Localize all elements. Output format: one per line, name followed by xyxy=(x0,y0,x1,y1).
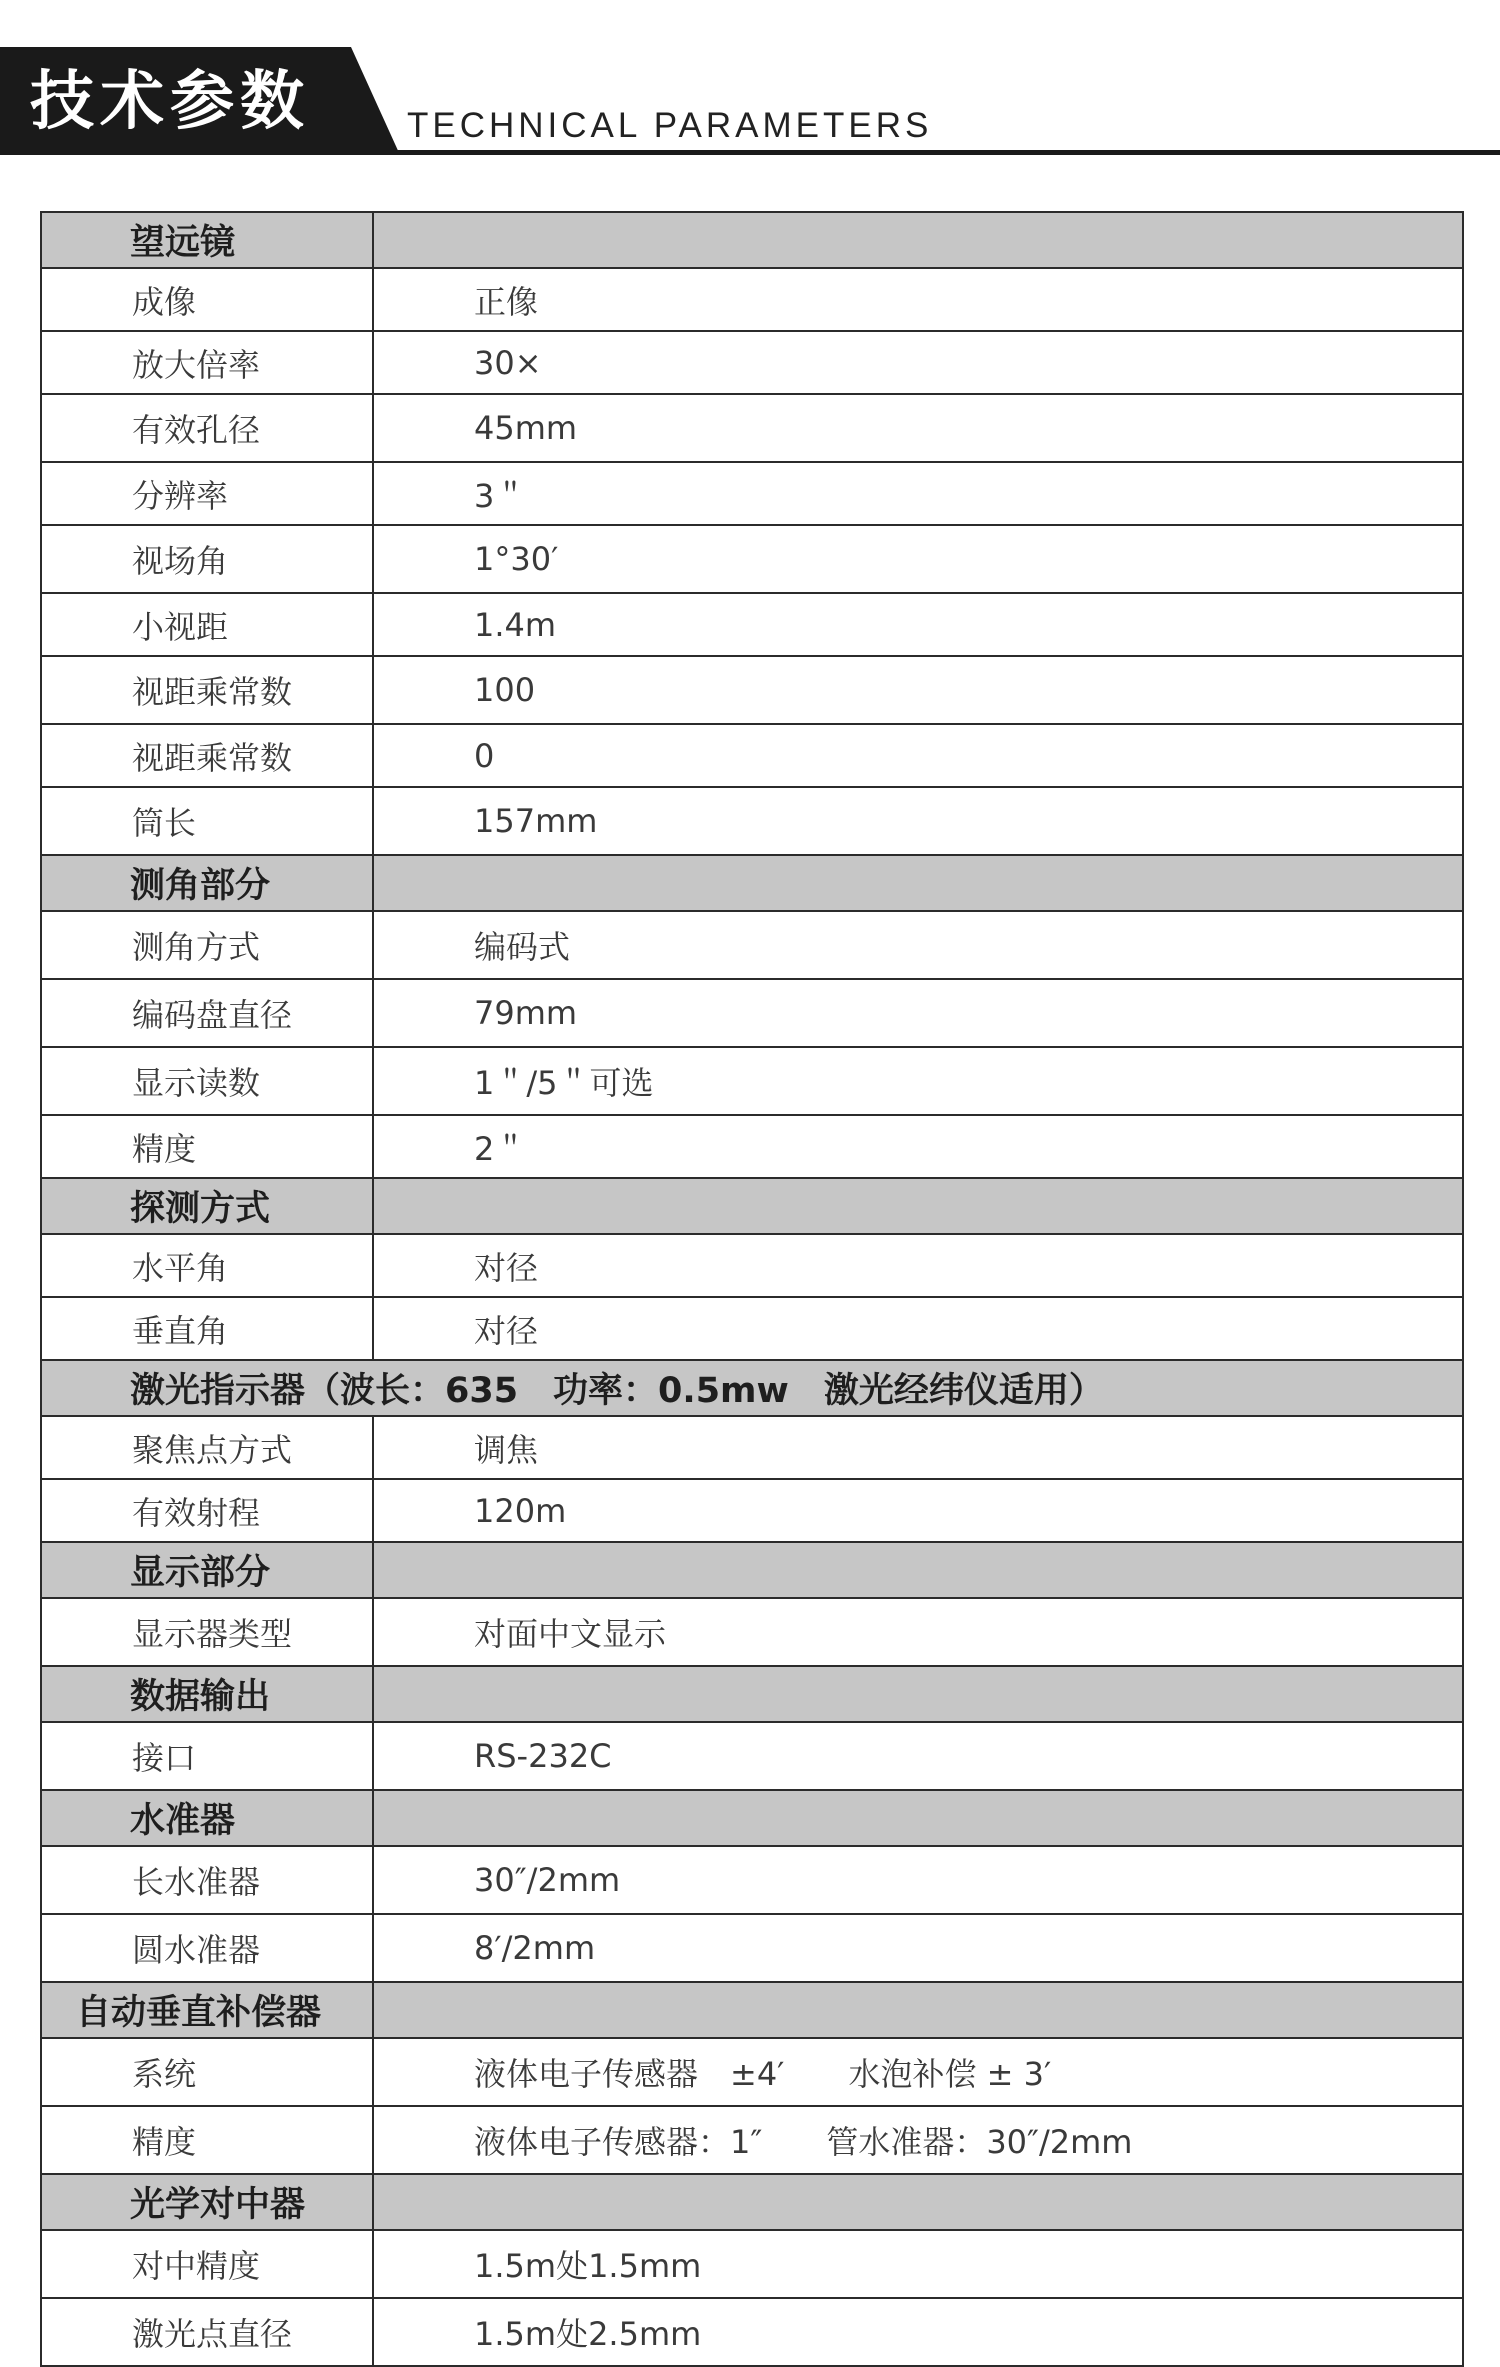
section-title: 探测方式 xyxy=(41,1178,373,1234)
section-blank xyxy=(373,1790,1463,1846)
param-value: 对面中文显示 xyxy=(373,1598,1463,1666)
section-blank xyxy=(373,212,1463,268)
section-header-display xyxy=(41,1542,1463,1598)
page-title: 技术参数 xyxy=(30,65,310,139)
table-row xyxy=(41,979,1463,1047)
parameters-table-body xyxy=(41,212,1463,2366)
table-row xyxy=(41,462,1463,525)
title-divider xyxy=(380,150,1500,155)
table-row xyxy=(41,394,1463,462)
table-row xyxy=(41,1416,1463,1479)
param-value: 对径 xyxy=(373,1297,1463,1360)
param-label: 筒长 xyxy=(41,787,373,855)
section-header-level-vials xyxy=(41,1790,1463,1846)
param-label: 成像 xyxy=(41,268,373,331)
param-label: 有效孔径 xyxy=(41,394,373,462)
section-title: 测角部分 xyxy=(41,855,373,911)
param-value: 1.5m处2.5mm xyxy=(373,2298,1463,2366)
param-label: 接口 xyxy=(41,1722,373,1790)
section-blank xyxy=(373,1178,1463,1234)
param-label: 水平角 xyxy=(41,1234,373,1297)
param-value: 调焦 xyxy=(373,1416,1463,1479)
param-value: 45mm xyxy=(373,394,1463,462)
parameters-table xyxy=(40,211,1464,2367)
table-row xyxy=(41,1914,1463,1982)
param-label: 放大倍率 xyxy=(41,331,373,394)
section-header-detection xyxy=(41,1178,1463,1234)
table-row xyxy=(41,787,1463,855)
param-value: 编码式 xyxy=(373,911,1463,979)
param-label: 视距乘常数 xyxy=(41,656,373,724)
param-value: 液体电子传感器：1″ 管水准器：30″/2mm xyxy=(373,2106,1463,2174)
section-header-compensator xyxy=(41,1982,1463,2038)
section-title: 自动垂直补偿器 xyxy=(41,1982,373,2038)
table-row xyxy=(41,724,1463,787)
table-row xyxy=(41,911,1463,979)
param-label: 激光点直径 xyxy=(41,2298,373,2366)
table-row xyxy=(41,331,1463,394)
section-title: 显示部分 xyxy=(41,1542,373,1598)
param-label: 小视距 xyxy=(41,593,373,656)
param-label: 显示器类型 xyxy=(41,1598,373,1666)
param-value: 1.4m xyxy=(373,593,1463,656)
param-value: 液体电子传感器 ±4′ 水泡补偿 ± 3′ xyxy=(373,2038,1463,2106)
param-label: 精度 xyxy=(41,1115,373,1178)
param-value: 120m xyxy=(373,1479,1463,1542)
param-value: 100 xyxy=(373,656,1463,724)
section-blank xyxy=(373,1666,1463,1722)
param-label: 对中精度 xyxy=(41,2230,373,2298)
param-value: 0 xyxy=(373,724,1463,787)
param-label: 系统 xyxy=(41,2038,373,2106)
table-row xyxy=(41,268,1463,331)
section-blank xyxy=(373,1542,1463,1598)
section-title: 望远镜 xyxy=(41,212,373,268)
param-label: 显示读数 xyxy=(41,1047,373,1115)
param-value: 对径 xyxy=(373,1234,1463,1297)
page-header xyxy=(0,0,1500,160)
section-header-angle-measurement xyxy=(41,855,1463,911)
param-value: 2＂ xyxy=(373,1115,1463,1178)
param-value: 1°30′ xyxy=(373,525,1463,593)
table-row xyxy=(41,1479,1463,1542)
section-header-data-output xyxy=(41,1666,1463,1722)
table-row xyxy=(41,1598,1463,1666)
param-value: 79mm xyxy=(373,979,1463,1047)
section-title: 数据输出 xyxy=(41,1666,373,1722)
param-value: 30× xyxy=(373,331,1463,394)
section-header-laser-pointer xyxy=(41,1360,1463,1416)
param-label: 视场角 xyxy=(41,525,373,593)
param-label: 长水准器 xyxy=(41,1846,373,1914)
table-row xyxy=(41,1047,1463,1115)
table-row xyxy=(41,2106,1463,2174)
table-row xyxy=(41,1846,1463,1914)
param-value: 1＂/5＂可选 xyxy=(373,1047,1463,1115)
param-label: 有效射程 xyxy=(41,1479,373,1542)
section-header-telescope xyxy=(41,212,1463,268)
param-label: 垂直角 xyxy=(41,1297,373,1360)
table-row xyxy=(41,593,1463,656)
page-subtitle: TECHNICAL PARAMETERS xyxy=(407,106,933,145)
param-value: 8′/2mm xyxy=(373,1914,1463,1982)
section-blank xyxy=(373,855,1463,911)
param-label: 编码盘直径 xyxy=(41,979,373,1047)
table-row xyxy=(41,2038,1463,2106)
param-value: 157mm xyxy=(373,787,1463,855)
table-row xyxy=(41,525,1463,593)
section-blank xyxy=(373,1982,1463,2038)
param-value: 3＂ xyxy=(373,462,1463,525)
table-row xyxy=(41,1115,1463,1178)
section-title: 水准器 xyxy=(41,1790,373,1846)
param-value: RS-232C xyxy=(373,1722,1463,1790)
param-label: 视距乘常数 xyxy=(41,724,373,787)
section-header-optical-plummet xyxy=(41,2174,1463,2230)
table-row xyxy=(41,2298,1463,2366)
param-label: 聚焦点方式 xyxy=(41,1416,373,1479)
section-title: 光学对中器 xyxy=(41,2174,373,2230)
section-title: 激光指示器（波长：635 功率：0.5mw 激光经纬仪适用） xyxy=(41,1360,1463,1416)
section-blank xyxy=(373,2174,1463,2230)
param-value: 正像 xyxy=(373,268,1463,331)
param-label: 测角方式 xyxy=(41,911,373,979)
table-row xyxy=(41,1234,1463,1297)
table-row xyxy=(41,656,1463,724)
param-value: 30″/2mm xyxy=(373,1846,1463,1914)
param-label: 分辨率 xyxy=(41,462,373,525)
table-row xyxy=(41,2230,1463,2298)
param-label: 圆水准器 xyxy=(41,1914,373,1982)
param-label: 精度 xyxy=(41,2106,373,2174)
table-row xyxy=(41,1297,1463,1360)
table-row xyxy=(41,1722,1463,1790)
param-value: 1.5m处1.5mm xyxy=(373,2230,1463,2298)
